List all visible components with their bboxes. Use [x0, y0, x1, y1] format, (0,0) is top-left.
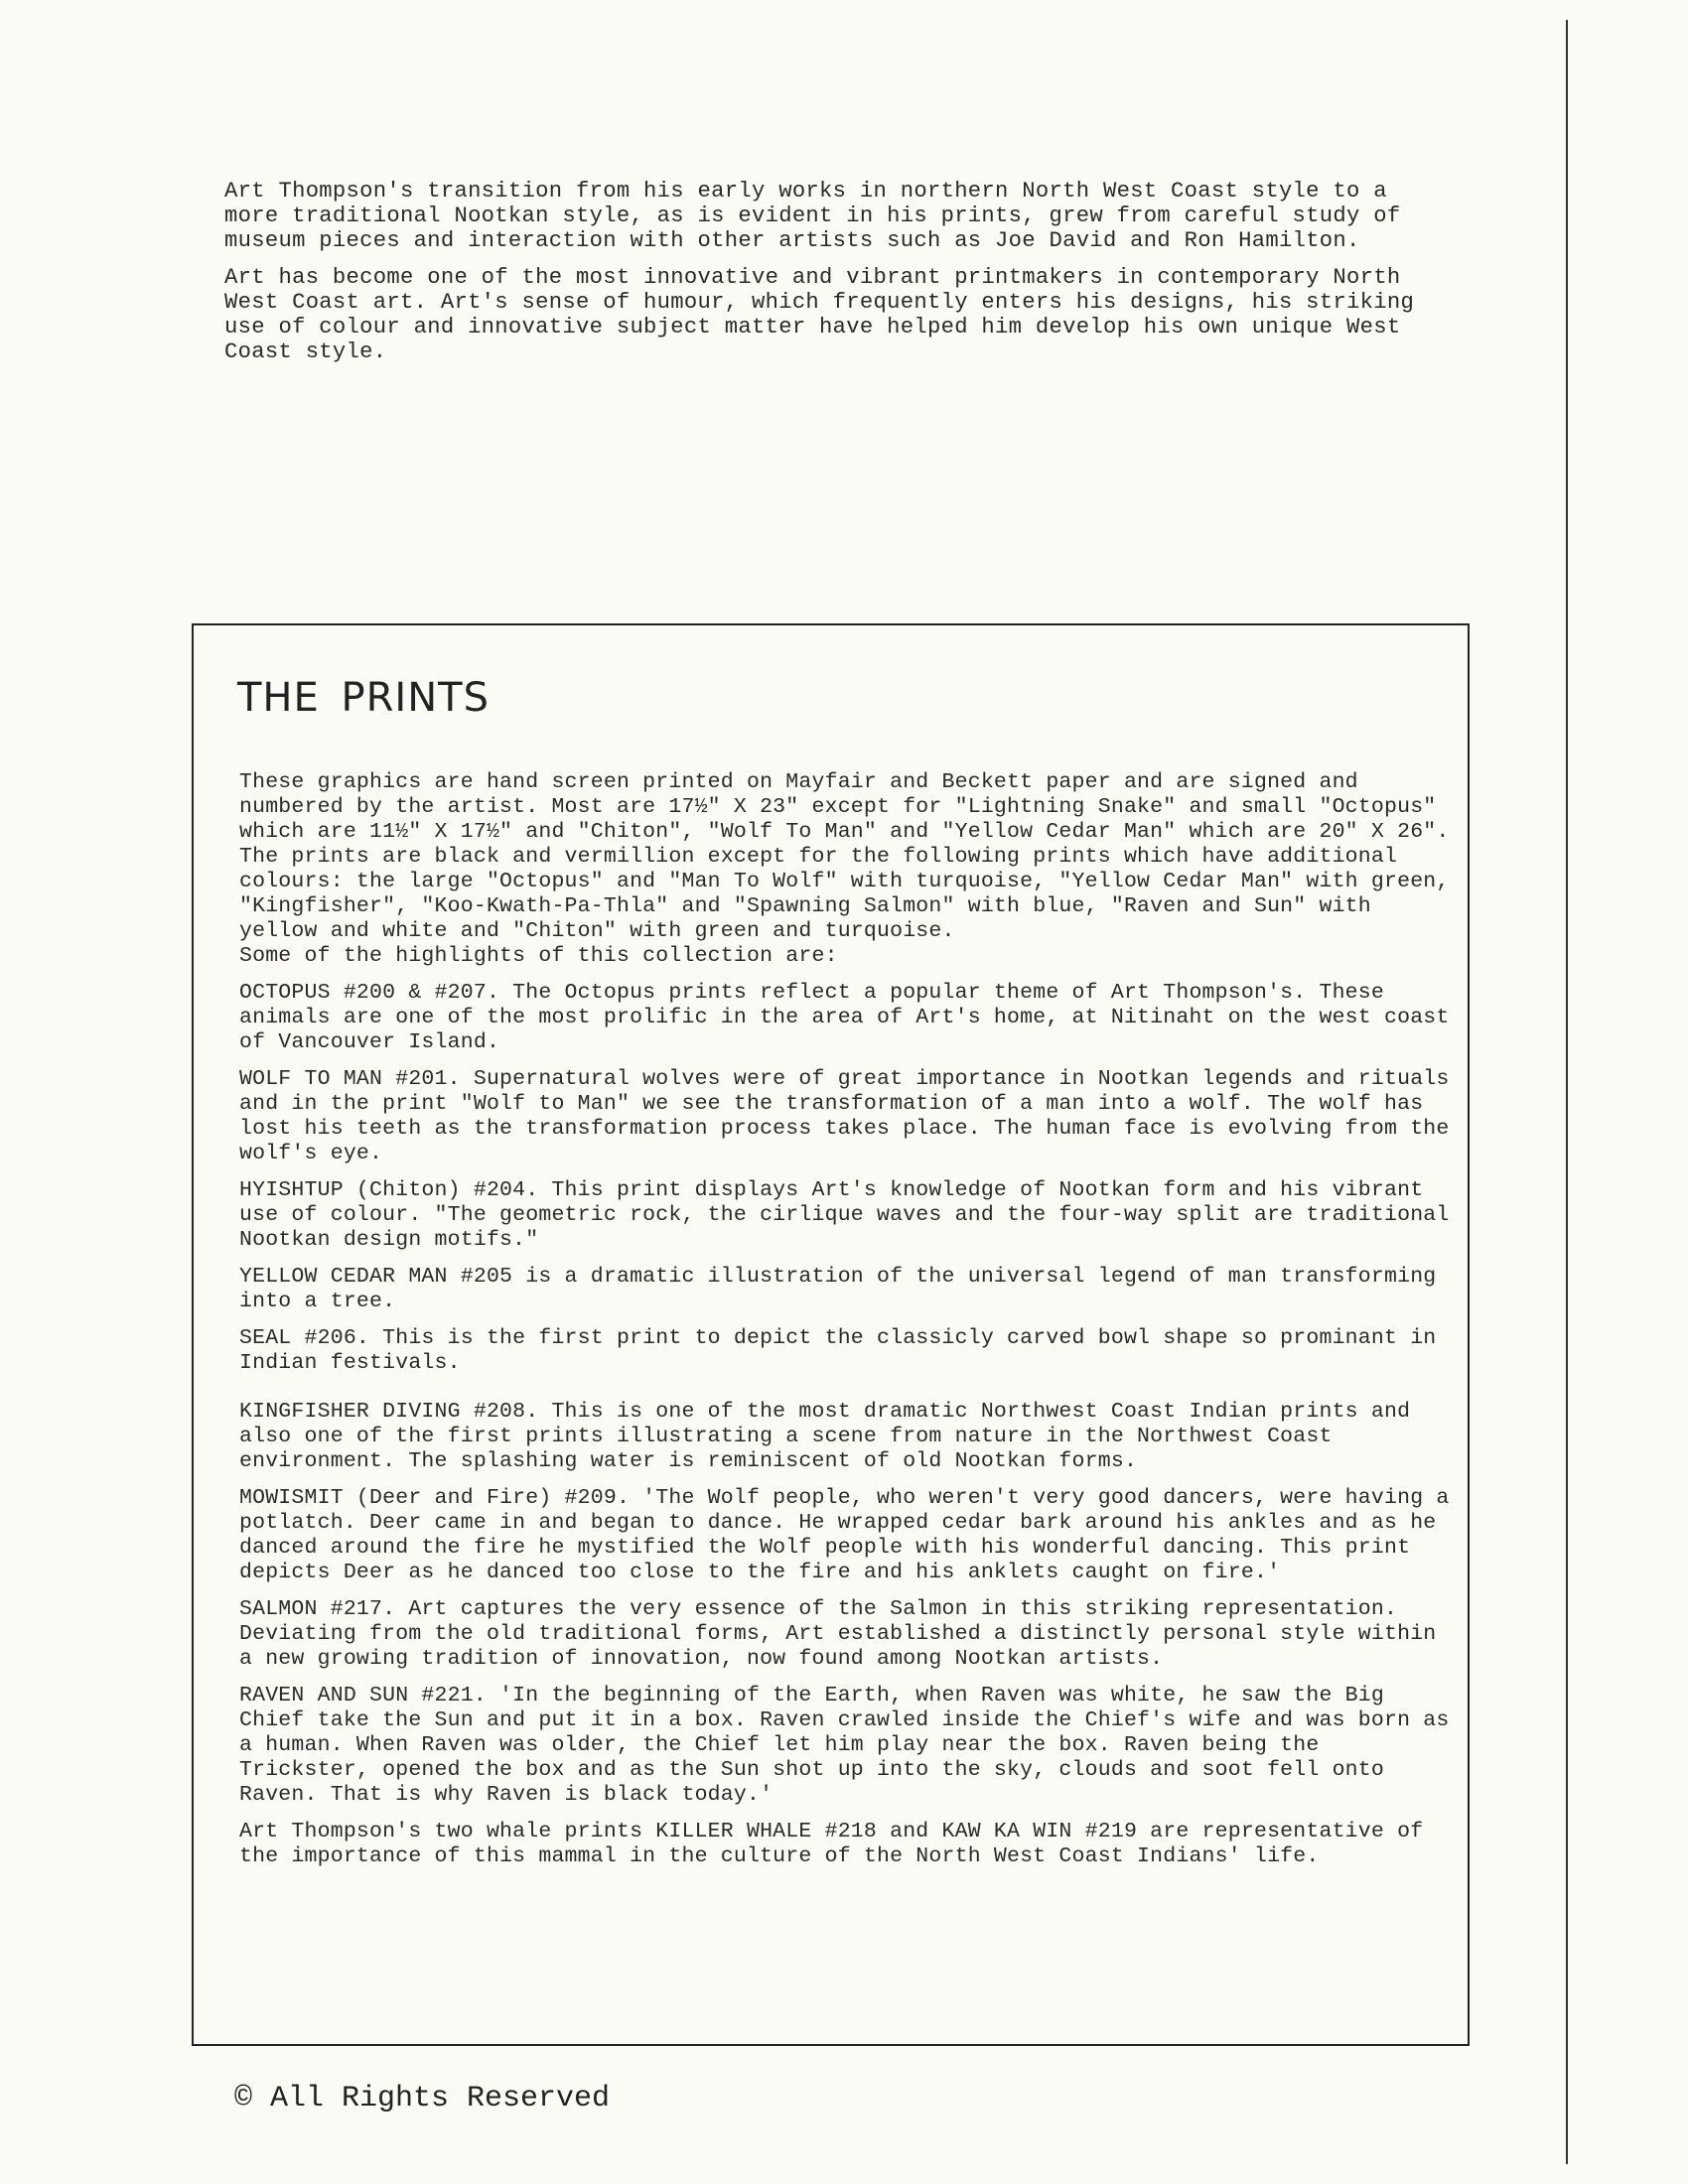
print-entry-hyishtup: HYISHTUP (Chiton) #204. This print displays Art's knowledge of Nootkan form and his vibrant use of colour. "The geometric rock, the cirlique waves and the four-way split are traditional Nootkan design motifs." [239, 1178, 1450, 1252]
print-entry-raven-and-sun: RAVEN AND SUN #221. 'In the beginning of the Earth, when Raven was white, he saw the Big Chief take the Sun and put it in a box. Raven crawled inside the Chief's wife and was born as a human. When Raven was older, the Chief let him play near the box. Raven being the Trickster, opened the box and as the Sun shot up into the sky, clouds and soot fell onto Raven. That is why Raven is black today.' [239, 1684, 1450, 1807]
page-edge-rule [1566, 20, 1568, 2164]
prints-section-body [239, 770, 1461, 1881]
highlights-intro: Some of the highlights of this collection are: [239, 944, 838, 968]
overview-paragraph: These graphics are hand screen printed on Mayfair and Beckett paper and are signed and numbered by the artist. Most are 17½" X 23" except for "Lightning Snake" and small "Octopus" which are 11½" X 17½" and "Chiton", "Wolf To Man" and "Yellow Cedar Man" which are 20" X 26". The prints are black and vermillion except for the following prints which have additional colours: the large "Octopus" and "Man To Wolf" with turquoise, "Yellow Cedar Man" with green, "Kingfisher", "Koo-Kwath-Pa-Thla" and "Spawning Salmon" with blue, "Raven and Sun" with yellow and white and "Chiton" with green and turquoise. [239, 770, 1450, 943]
print-entry-mowismit: MOWISMIT (Deer and Fire) #209. 'The Wolf people, who weren't very good dancers, were having a potlatch. Deer came in and began to dance. He wrapped cedar bark around his ankles and as he danced around the fire he mystified the Wolf people with his wonderful dancing. This print depicts Deer as he danced too close to the fire and his anklets caught on fire.' [239, 1486, 1450, 1584]
print-entry-octopus: OCTOPUS #200 & #207. The Octopus prints reflect a popular theme of Art Thompson's. These animals are one of the most prolific in the area of Art's home, at Nitinaht on the west coast of Vancouver Island. [239, 981, 1450, 1054]
intro-text [224, 179, 1436, 376]
prints-section-box [192, 623, 1470, 2046]
print-entry-wolf-to-man: WOLF TO MAN #201. Supernatural wolves were of great importance in Nootkan legends and rituals and in the print "Wolf to Man" we see the transformation of a man into a wolf. The wolf has lost his teeth as the transformation process takes place. The human face is evolving from the wolf's eye. [239, 1067, 1450, 1165]
copyright-notice: © All Rights Reserved [234, 2082, 611, 2116]
print-entry-whales: Art Thompson's two whale prints KILLER WHALE #218 and KAW KA WIN #219 are representative of the importance of this mammal in the culture of the North West Coast Indians' life. [239, 1820, 1424, 1868]
print-entry-seal: SEAL #206. This is the first print to depict the classicly carved bowl shape so prominant in Indian festivals. [239, 1326, 1437, 1375]
print-entry-salmon: SALMON #217. Art captures the very essence of the Salmon in this striking representation. Deviating from the old traditional forms, Art established a distinctly personal style within a new growing tradition of innovation, now found among Nootkan artists. [239, 1597, 1437, 1671]
intro-paragraph: Art Thompson's transition from his early works in northern North West Coast style to a more traditional Nootkan style, as is evident in his prints, grew from careful study of museum pieces and interaction with other artists such as Joe David and Ron Hamilton. [224, 179, 1401, 253]
section-title: THE PRINTS [237, 675, 490, 721]
intro-paragraph: Art has become one of the most innovative and vibrant printmakers in contemporary North West Coast art. Art's sense of humour, which frequently enters his designs, his striking use of colour and innovative subject matter have helped him develop his own unique West Coast style. [224, 265, 1415, 364]
print-entry-yellow-cedar-man: YELLOW CEDAR MAN #205 is a dramatic illustration of the universal legend of man transforming into a tree. [239, 1265, 1437, 1313]
print-entry-kingfisher: KINGFISHER DIVING #208. This is one of the most dramatic Northwest Coast Indian prints and also one of the first prints illustrating a scene from nature in the Northwest Coast environment. The splashing water is reminiscent of old Nootkan forms. [239, 1400, 1411, 1473]
